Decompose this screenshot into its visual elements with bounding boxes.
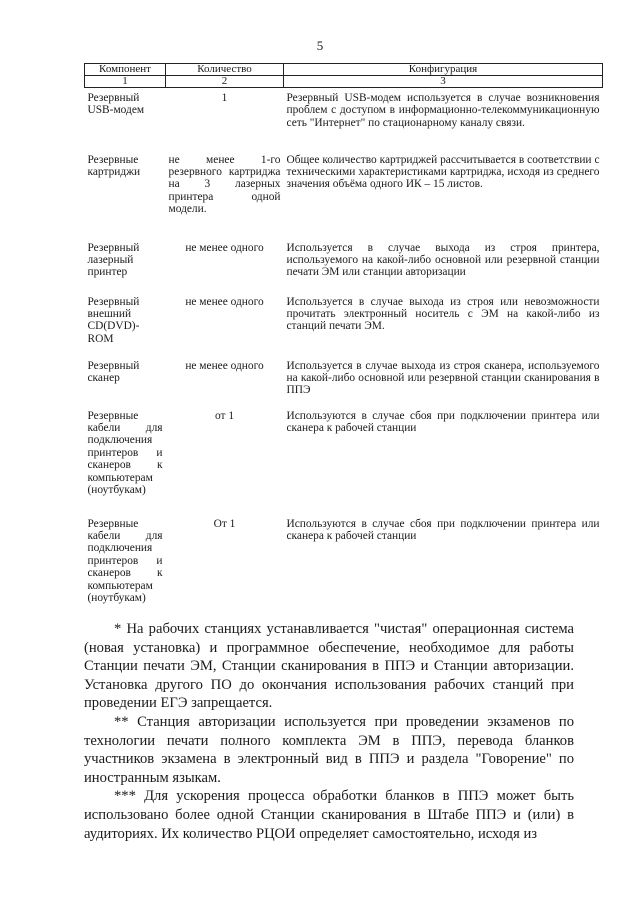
footnote-authorization-station: ** Станция авторизации используется при проведении экзаменов по технологии печати полного комплекта ЭМ в ППЭ, перевода бланков участников экзамена в электронный вид в ППЭ и раздела "Говорение" по иностранным языкам.: [84, 713, 574, 786]
configuration-cell: Используется в случае выхода из строя принтера, используемого на какой-либо основной или резервной станции печати ЭМ или станции авторизации: [286, 241, 600, 279]
table-row: [85, 88, 603, 150]
quantity-cell: От 1: [213, 517, 236, 530]
table-row: [85, 150, 603, 238]
configuration-cell: Используются в случае сбоя при подключении принтера или сканера к рабочей станции: [286, 409, 600, 434]
configuration-cell: Общее количество картриджей рассчитывается в соответствии с техническими характеристиками картриджа, исходя из среднего значения объёма одного ИК – 15 листов.: [286, 153, 600, 191]
table-row: [85, 406, 603, 514]
footnote-clean-os: * На рабочих станциях устанавливается "чистая" операционная система (новая установка) и программное обеспечение, необходимое для работы Станции печати ЭМ, Станции сканирования в ППЭ и Станции авторизации. Установка другого ПО до окончания использования рабочих станций при проведении ЕГЭ запрещается.: [84, 621, 574, 712]
footnotes: [84, 620, 574, 843]
column-number: 2: [166, 76, 284, 88]
table-row: [85, 514, 603, 614]
column-number: 1: [85, 76, 166, 88]
equipment-table: [84, 63, 603, 614]
column-number: 3: [284, 76, 603, 88]
page-number: 5: [316, 38, 324, 53]
component-cell: Резервные кабели для подключения принтеров и сканеров к компьютерам (ноутбукам): [87, 517, 163, 604]
quantity-cell: не менее одного: [185, 359, 264, 372]
header-component: Компонент: [85, 64, 166, 76]
component-cell: Резервный сканер: [87, 359, 140, 384]
component-cell: Резервный внешний CD(DVD)-ROM: [87, 295, 140, 345]
table-row: [85, 292, 603, 356]
configuration-cell: Используется в случае выхода из строя сканера, используемого на какой-либо основной или резервной станции сканирования в ППЭ: [286, 359, 600, 397]
component-cell: Резервные картриджи: [87, 153, 141, 178]
configuration-cell: Используются в случае сбоя при подключении принтера или сканера к рабочей станции: [286, 517, 600, 542]
component-cell: Резервный лазерный принтер: [87, 241, 140, 279]
quantity-cell: не менее одного: [185, 295, 264, 308]
quantity-cell: 1: [221, 92, 228, 104]
quantity-cell: не менее одного: [185, 241, 264, 254]
header-quantity: Количество: [166, 64, 284, 76]
table-row: [85, 238, 603, 292]
table-row: [85, 356, 603, 406]
component-cell: Резервные кабели для подключения принтеров и сканеров к компьютерам (ноутбукам): [87, 409, 163, 496]
column-number-row: [85, 76, 603, 88]
component-cell: Резервный USB-модем: [87, 92, 145, 117]
quantity-cell: от 1: [214, 409, 235, 422]
configuration-cell: Используется в случае выхода из строя или невозможности прочитать электронный носитель с ЭМ на какой-либо из станций печати ЭМ.: [286, 295, 600, 333]
configuration-cell: Резервный USB-модем используется в случае возникновения проблем с доступом в информационно-телекоммуникационную сеть "Интернет" по стационарному каналу связи.: [286, 92, 600, 129]
table-header-row: [85, 64, 603, 76]
footnote-scanning-stations: *** Для ускорения процесса обработки бланков в ППЭ может быть использовано более одной Станции сканирования в Штабе ППЭ и (или) в аудиториях. Их количество РЦОИ определяет самостоятельно, исходя из: [84, 788, 574, 842]
header-configuration: Конфигурация: [284, 64, 603, 76]
quantity-cell: не менее 1-го резервного картриджа на 3 лазерных принтера одной модели.: [168, 153, 281, 216]
